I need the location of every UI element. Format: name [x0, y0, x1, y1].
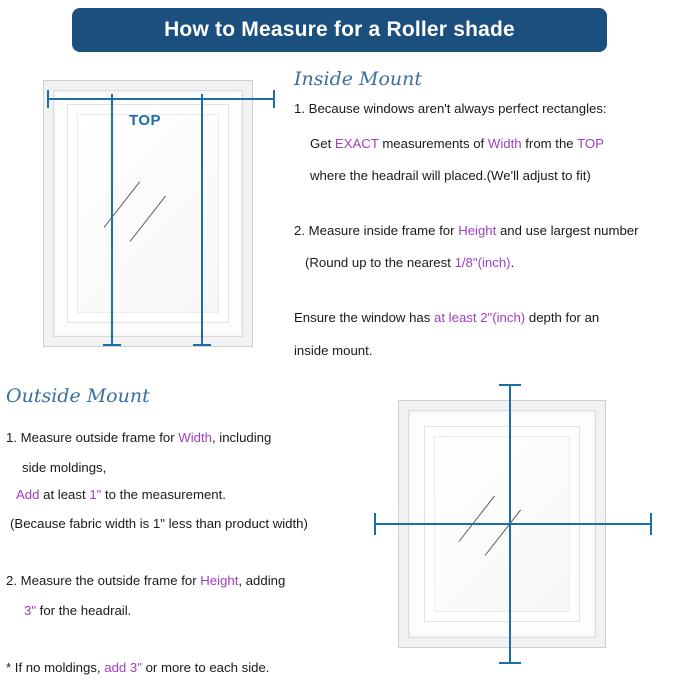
height-measure-line-right	[201, 94, 203, 346]
om-note-add: add 3"	[104, 660, 142, 675]
im-l6-text-b: depth for an	[525, 310, 600, 325]
im-l4-text-a: 2. Measure inside frame for	[294, 223, 459, 238]
width-measure-line	[47, 98, 275, 100]
outside-mount-line-6	[24, 602, 131, 619]
outside-mount-line-1	[6, 429, 271, 446]
page-title: How to Measure for a Roller shade	[164, 18, 515, 41]
inside-mount-line-2	[310, 135, 604, 152]
outside-mount-line-3	[16, 486, 226, 503]
width-measure-cap-right	[273, 90, 275, 108]
im-l2-width: Width	[487, 136, 522, 151]
om-l5-text-a: 2. Measure the outside frame for	[6, 573, 201, 588]
glass-glint-line-1	[104, 181, 140, 227]
inside-mount-heading: Inside Mount	[294, 68, 423, 90]
inside-mount-line-3: where the headrail will placed.(We'll adjust to fit)	[310, 168, 591, 183]
om-l1-text-a: 1. Measure outside frame for	[6, 430, 179, 445]
inside-mount-line-6	[294, 309, 599, 326]
glass-glint-line-2	[130, 195, 166, 241]
height-measure-cap-bottom-left	[103, 344, 121, 346]
im-l2-top: TOP	[577, 136, 604, 151]
im-l2-text-b: measurements of	[378, 136, 488, 151]
inside-mount-line-5	[305, 254, 514, 271]
im-l4-text-b: and use largest number	[496, 223, 639, 238]
outside-mount-note	[6, 659, 269, 676]
outside-mount-window-diagram	[368, 380, 658, 670]
im-l2-exact: EXACT	[334, 136, 379, 151]
outside-width-cap-right	[650, 513, 652, 535]
om-l5-text-b: , adding	[238, 573, 286, 588]
inside-mount-line-4	[294, 222, 639, 239]
inside-mount-line-7: inside mount.	[294, 343, 373, 358]
height-measure-line-left	[111, 94, 113, 346]
page-header-banner	[72, 8, 607, 52]
om-l3-add: Add	[16, 487, 40, 502]
glass-glint-line-4	[485, 509, 521, 555]
outside-mount-line-2: side moldings,	[22, 460, 107, 475]
outside-mount-line-4: (Because fabric width is 1" less than product width)	[10, 516, 308, 531]
outside-height-cap-bottom	[499, 662, 521, 664]
im-l6-text-a: Ensure the window has	[294, 310, 435, 325]
om-l3-text-b: to the measurement.	[101, 487, 226, 502]
diagram-top-label: TOP	[129, 112, 162, 129]
outside-mount-line-5	[6, 572, 285, 589]
im-l5-text-a: (Round up to the nearest	[305, 255, 455, 270]
om-l5-height: Height	[200, 573, 239, 588]
glass-glint-line-3	[459, 495, 495, 541]
om-l1-text-b: , including	[211, 430, 272, 445]
om-l6-text-a: for the headrail.	[36, 603, 132, 618]
outside-mount-heading: Outside Mount	[6, 385, 150, 407]
om-note-text-a: * If no moldings,	[6, 660, 105, 675]
om-l3-inch: 1"	[89, 487, 102, 502]
window-glass	[77, 114, 219, 313]
im-l4-height: Height	[458, 223, 497, 238]
om-l1-width: Width	[178, 430, 212, 445]
outside-width-measure-line	[374, 523, 652, 525]
om-l6-inch: 3"	[24, 603, 37, 618]
im-l6-depth: at least 2"(inch)	[434, 310, 526, 325]
height-measure-cap-bottom-right	[193, 344, 211, 346]
im-l5-fraction: 1/8"(inch)	[454, 255, 511, 270]
width-measure-cap-left	[47, 90, 49, 108]
im-l2-text-a: Get	[310, 136, 335, 151]
om-note-text-b: or more to each side.	[141, 660, 270, 675]
outside-width-cap-left	[374, 513, 376, 535]
inside-mount-line-1: 1. Because windows aren't always perfect rectangles:	[294, 101, 607, 116]
outside-height-cap-top	[499, 384, 521, 386]
im-l5-text-b: .	[510, 255, 515, 270]
inside-mount-window-diagram	[15, 62, 277, 347]
im-l2-text-c: from the	[521, 136, 578, 151]
om-l3-text-a: at least	[39, 487, 90, 502]
